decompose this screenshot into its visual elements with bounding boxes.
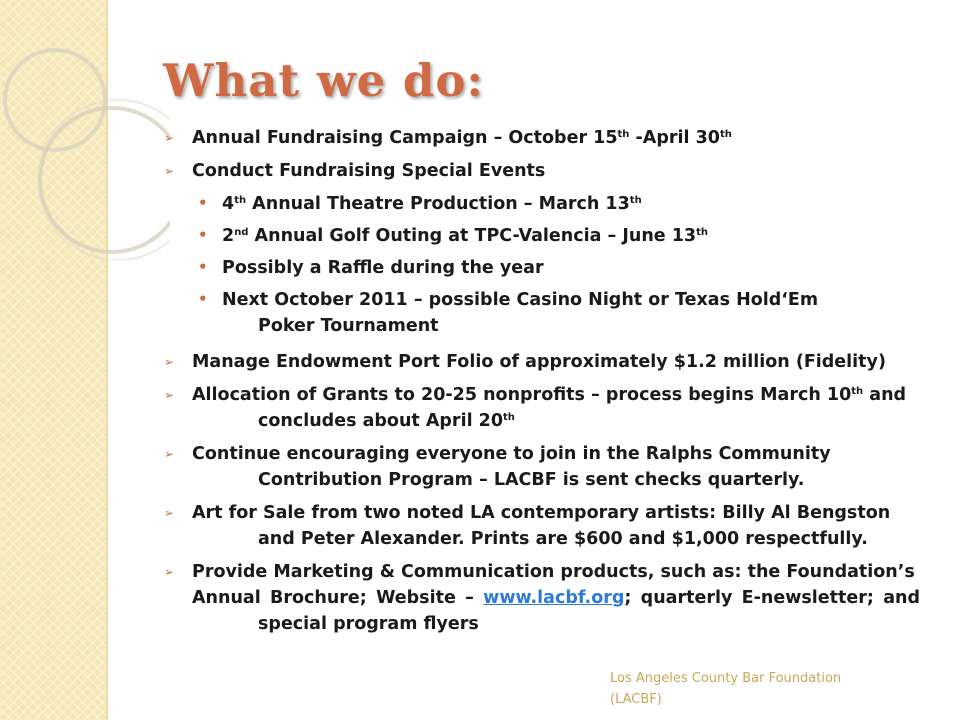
list-item-campaign: ➢ Annual Fundraising Campaign – October 15th -April 30th [160,125,920,151]
list-item-grants: ➢ Allocation of Grants to 20-25 nonprofits – process begins March 10th and concludes about April 20th [160,382,920,434]
list-item-endowment: ➢ Manage Endowment Port Folio of approximately $1.2 million (Fidelity) [160,349,920,375]
website-link[interactable]: www.lacbf.org [483,588,625,608]
content-list [160,125,920,644]
list-item-art: ➢ Art for Sale from two noted LA contemporary artists: Billy Al Bengston and Peter Alexander. Prints are $600 and $1,000 respectfully. [160,500,920,552]
sub-item-raffle: • Possibly a Raffle during the year [160,255,920,281]
decorative-rings [0,0,170,260]
sub-item-golf: • 2nd Annual Golf Outing at TPC-Valencia – June 13th [160,223,920,249]
list-item-ralphs: ➢ Continue encouraging everyone to join in the Ralphs Community Contribution Program – LACBF is sent checks quarterly. [160,441,920,493]
sub-item-casino: • Next October 2011 – possible Casino Night or Texas Hold‘Em Poker Tournament [160,287,920,339]
list-item-marketing: ➢ Provide Marketing & Communication products, such as: the Foundation’s Annual Brochure; Website – www.lacbf.org; quarterly E-newsletter; and special program flyers [160,559,920,637]
page-title: What we do: [163,54,484,107]
footer-text: Los Angeles County Bar Foundation (LACBF) [610,671,842,707]
sub-item-theatre: • 4th Annual Theatre Production – March 13th [160,191,920,217]
list-item-events: ➢ Conduct Fundraising Special Events [160,158,920,184]
